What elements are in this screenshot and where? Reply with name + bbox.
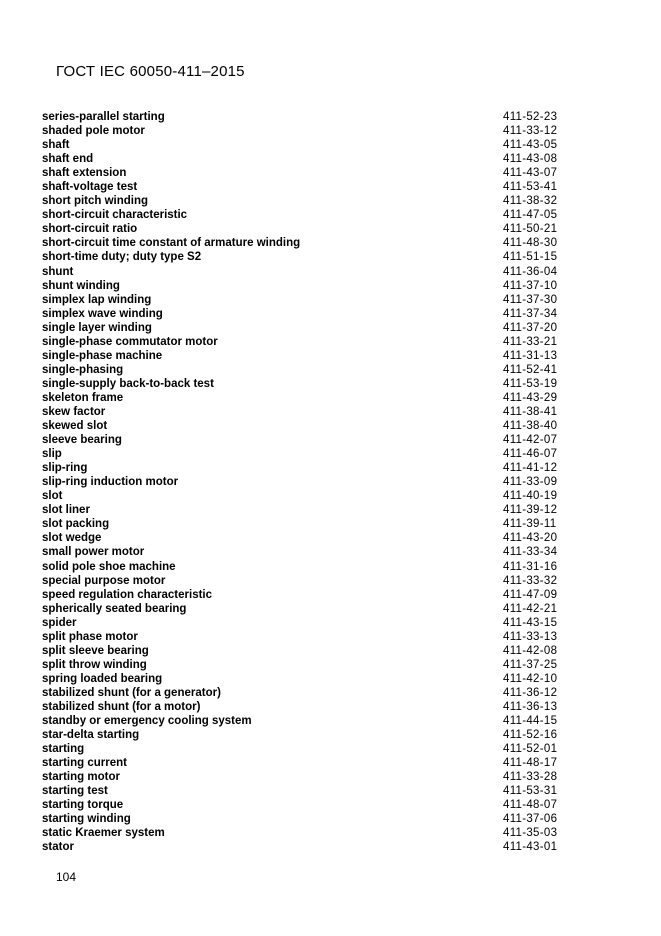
entry-term: skew factor <box>42 405 106 418</box>
index-entry <box>42 489 562 503</box>
index-entry <box>42 672 562 686</box>
entry-code: 411-52-16 <box>503 729 558 742</box>
entry-term: slot <box>42 490 63 503</box>
index-entry <box>42 531 562 545</box>
entry-term: short-circuit ratio <box>42 223 138 236</box>
entry-term: slip-ring induction motor <box>42 476 179 489</box>
term-index-list <box>42 110 562 854</box>
entry-code: 411-31-16 <box>503 560 558 573</box>
entry-code: 411-40-19 <box>503 490 558 503</box>
entry-term: shaft extension <box>42 167 127 180</box>
entry-term: skeleton frame <box>42 391 124 404</box>
entry-term: single-phase commutator motor <box>42 335 218 348</box>
entry-code: 411-43-07 <box>503 167 558 180</box>
entry-code: 411-36-04 <box>503 265 558 278</box>
entry-code: 411-43-15 <box>503 616 558 629</box>
entry-code: 411-43-01 <box>503 841 558 854</box>
entry-term: starting motor <box>42 771 120 784</box>
index-entry <box>42 222 562 236</box>
entry-term: slot packing <box>42 518 110 531</box>
entry-code: 411-36-13 <box>503 700 558 713</box>
index-entry <box>42 419 562 433</box>
entry-term: stabilized shunt (for a generator) <box>42 686 221 699</box>
entry-code: 411-38-40 <box>503 420 558 433</box>
index-entry <box>42 377 562 391</box>
entry-code: 411-47-05 <box>503 209 558 222</box>
entry-code: 411-33-21 <box>503 335 558 348</box>
entry-term: stabilized shunt (for a motor) <box>42 700 201 713</box>
entry-code: 411-48-30 <box>503 237 558 250</box>
entry-code: 411-37-34 <box>503 307 558 320</box>
entry-code: 411-53-41 <box>503 181 558 194</box>
index-entry <box>42 798 562 812</box>
entry-code: 411-41-12 <box>503 462 558 475</box>
entry-term: split sleeve bearing <box>42 644 149 657</box>
index-entry <box>42 194 562 208</box>
entry-code: 411-42-21 <box>503 602 558 615</box>
entry-term: shunt winding <box>42 279 120 292</box>
entry-term: short-circuit characteristic <box>42 209 188 222</box>
entry-term: split throw winding <box>42 658 147 671</box>
index-entry <box>42 658 562 672</box>
entry-code: 411-48-17 <box>503 757 558 770</box>
index-entry <box>42 124 562 138</box>
index-entry <box>42 110 562 124</box>
index-entry <box>42 840 562 854</box>
entry-code: 411-43-08 <box>503 153 558 166</box>
index-entry <box>42 686 562 700</box>
index-entry <box>42 770 562 784</box>
entry-term: spider <box>42 616 77 629</box>
entry-code: 411-43-20 <box>503 532 558 545</box>
entry-term: simplex wave winding <box>42 307 163 320</box>
entry-code: 411-33-32 <box>503 574 558 587</box>
index-entry <box>42 602 562 616</box>
entry-code: 411-31-13 <box>503 349 558 362</box>
entry-term: starting torque <box>42 799 124 812</box>
index-entry <box>42 152 562 166</box>
entry-term: special purpose motor <box>42 574 166 587</box>
index-entry <box>42 517 562 531</box>
entry-term: series-parallel starting <box>42 111 165 123</box>
entry-code: 411-42-07 <box>503 434 558 447</box>
entry-term: speed regulation characteristic <box>42 588 213 601</box>
entry-term: shaded pole motor <box>42 125 145 138</box>
entry-code: 411-53-19 <box>503 377 558 390</box>
index-entry <box>42 321 562 335</box>
index-entry <box>42 236 562 250</box>
index-entry <box>42 250 562 264</box>
entry-code: 411-38-32 <box>503 195 558 208</box>
index-entry <box>42 588 562 602</box>
entry-term: starting <box>42 743 85 756</box>
entry-code: 411-39-11 <box>503 518 557 531</box>
entry-term: short-time duty; duty type S2 <box>42 251 202 264</box>
page-header: ГОСТ IEC 60050-411–2015 <box>56 63 245 80</box>
entry-term: stator <box>42 841 74 854</box>
index-entry <box>42 616 562 630</box>
entry-term: small power motor <box>42 546 145 559</box>
entry-term: slip-ring <box>42 462 88 475</box>
entry-term: standby or emergency cooling system <box>42 715 252 728</box>
index-entry <box>42 574 562 588</box>
index-entry <box>42 405 562 419</box>
index-entry <box>42 363 562 377</box>
entry-code: 411-44-15 <box>503 715 558 728</box>
index-entry <box>42 265 562 279</box>
entry-term: solid pole shoe machine <box>42 560 176 573</box>
entry-term: starting test <box>42 785 108 798</box>
entry-code: 411-50-21 <box>503 223 558 236</box>
entry-code: 411-37-10 <box>503 279 558 292</box>
entry-code: 411-39-12 <box>503 504 558 517</box>
index-entry <box>42 166 562 180</box>
index-entry <box>42 180 562 194</box>
entry-term: shaft end <box>42 153 94 166</box>
entry-term: slot wedge <box>42 532 102 545</box>
index-entry <box>42 349 562 363</box>
index-entry <box>42 728 562 742</box>
index-entry <box>42 307 562 321</box>
page-number: 104 <box>56 870 77 884</box>
entry-term: spherically seated bearing <box>42 602 187 615</box>
index-entry <box>42 756 562 770</box>
entry-code: 411-52-23 <box>503 111 558 123</box>
entry-code: 411-38-41 <box>503 405 558 418</box>
entry-code: 411-43-05 <box>503 139 558 152</box>
entry-term: starting current <box>42 757 127 770</box>
entry-term: short pitch winding <box>42 195 149 208</box>
entry-code: 411-37-30 <box>503 293 558 306</box>
index-entry <box>42 391 562 405</box>
index-entry <box>42 630 562 644</box>
entry-term: single-phase machine <box>42 349 163 362</box>
index-entry <box>42 208 562 222</box>
entry-term: short-circuit time constant of armature winding <box>42 237 301 250</box>
index-entry <box>42 279 562 293</box>
entry-code: 411-33-34 <box>503 546 558 559</box>
index-entry <box>42 784 562 798</box>
entry-term: sleeve bearing <box>42 434 122 447</box>
entry-code: 411-33-13 <box>503 630 558 643</box>
entry-term: split phase motor <box>42 630 138 643</box>
entry-term: star-delta starting <box>42 729 140 742</box>
index-entry <box>42 475 562 489</box>
entry-term: shaft <box>42 139 70 152</box>
entry-term: static Kraemer system <box>42 827 165 840</box>
index-entry <box>42 335 562 349</box>
entry-code: 411-53-31 <box>503 785 558 798</box>
entry-code: 411-33-28 <box>503 771 558 784</box>
entry-code: 411-37-25 <box>503 658 558 671</box>
entry-term: slot liner <box>42 504 90 517</box>
entry-code: 411-52-41 <box>503 363 558 376</box>
entry-term: skewed slot <box>42 420 108 433</box>
entry-term: spring loaded bearing <box>42 672 163 685</box>
index-entry <box>42 700 562 714</box>
entry-code: 411-42-08 <box>503 644 558 657</box>
entry-term: single-phasing <box>42 363 124 376</box>
index-entry <box>42 293 562 307</box>
entry-term: shaft-voltage test <box>42 181 138 194</box>
index-entry <box>42 433 562 447</box>
entry-term: simplex lap winding <box>42 293 152 306</box>
entry-term: single layer winding <box>42 321 152 334</box>
entry-term: shunt <box>42 265 74 278</box>
entry-code: 411-37-20 <box>503 321 558 334</box>
entry-code: 411-33-12 <box>503 125 558 138</box>
index-entry <box>42 812 562 826</box>
index-entry <box>42 461 562 475</box>
index-entry <box>42 826 562 840</box>
entry-code: 411-48-07 <box>503 799 558 812</box>
index-entry <box>42 714 562 728</box>
entry-code: 411-47-09 <box>503 588 558 601</box>
index-entry <box>42 447 562 461</box>
index-entry <box>42 545 562 559</box>
entry-code: 411-33-09 <box>503 476 558 489</box>
entry-code: 411-36-12 <box>503 686 558 699</box>
entry-code: 411-37-06 <box>503 813 558 826</box>
entry-code: 411-35-03 <box>503 827 558 840</box>
index-entry <box>42 560 562 574</box>
entry-term: slip <box>42 448 62 461</box>
entry-code: 411-43-29 <box>503 391 558 404</box>
entry-code: 411-46-07 <box>503 448 558 461</box>
index-entry <box>42 644 562 658</box>
index-entry <box>42 742 562 756</box>
entry-term: single-supply back-to-back test <box>42 377 214 390</box>
index-entry <box>42 503 562 517</box>
entry-code: 411-52-01 <box>503 743 558 756</box>
entry-code: 411-42-10 <box>503 672 558 685</box>
entry-term: starting winding <box>42 813 131 826</box>
index-entry <box>42 138 562 152</box>
entry-code: 411-51-15 <box>503 251 558 264</box>
